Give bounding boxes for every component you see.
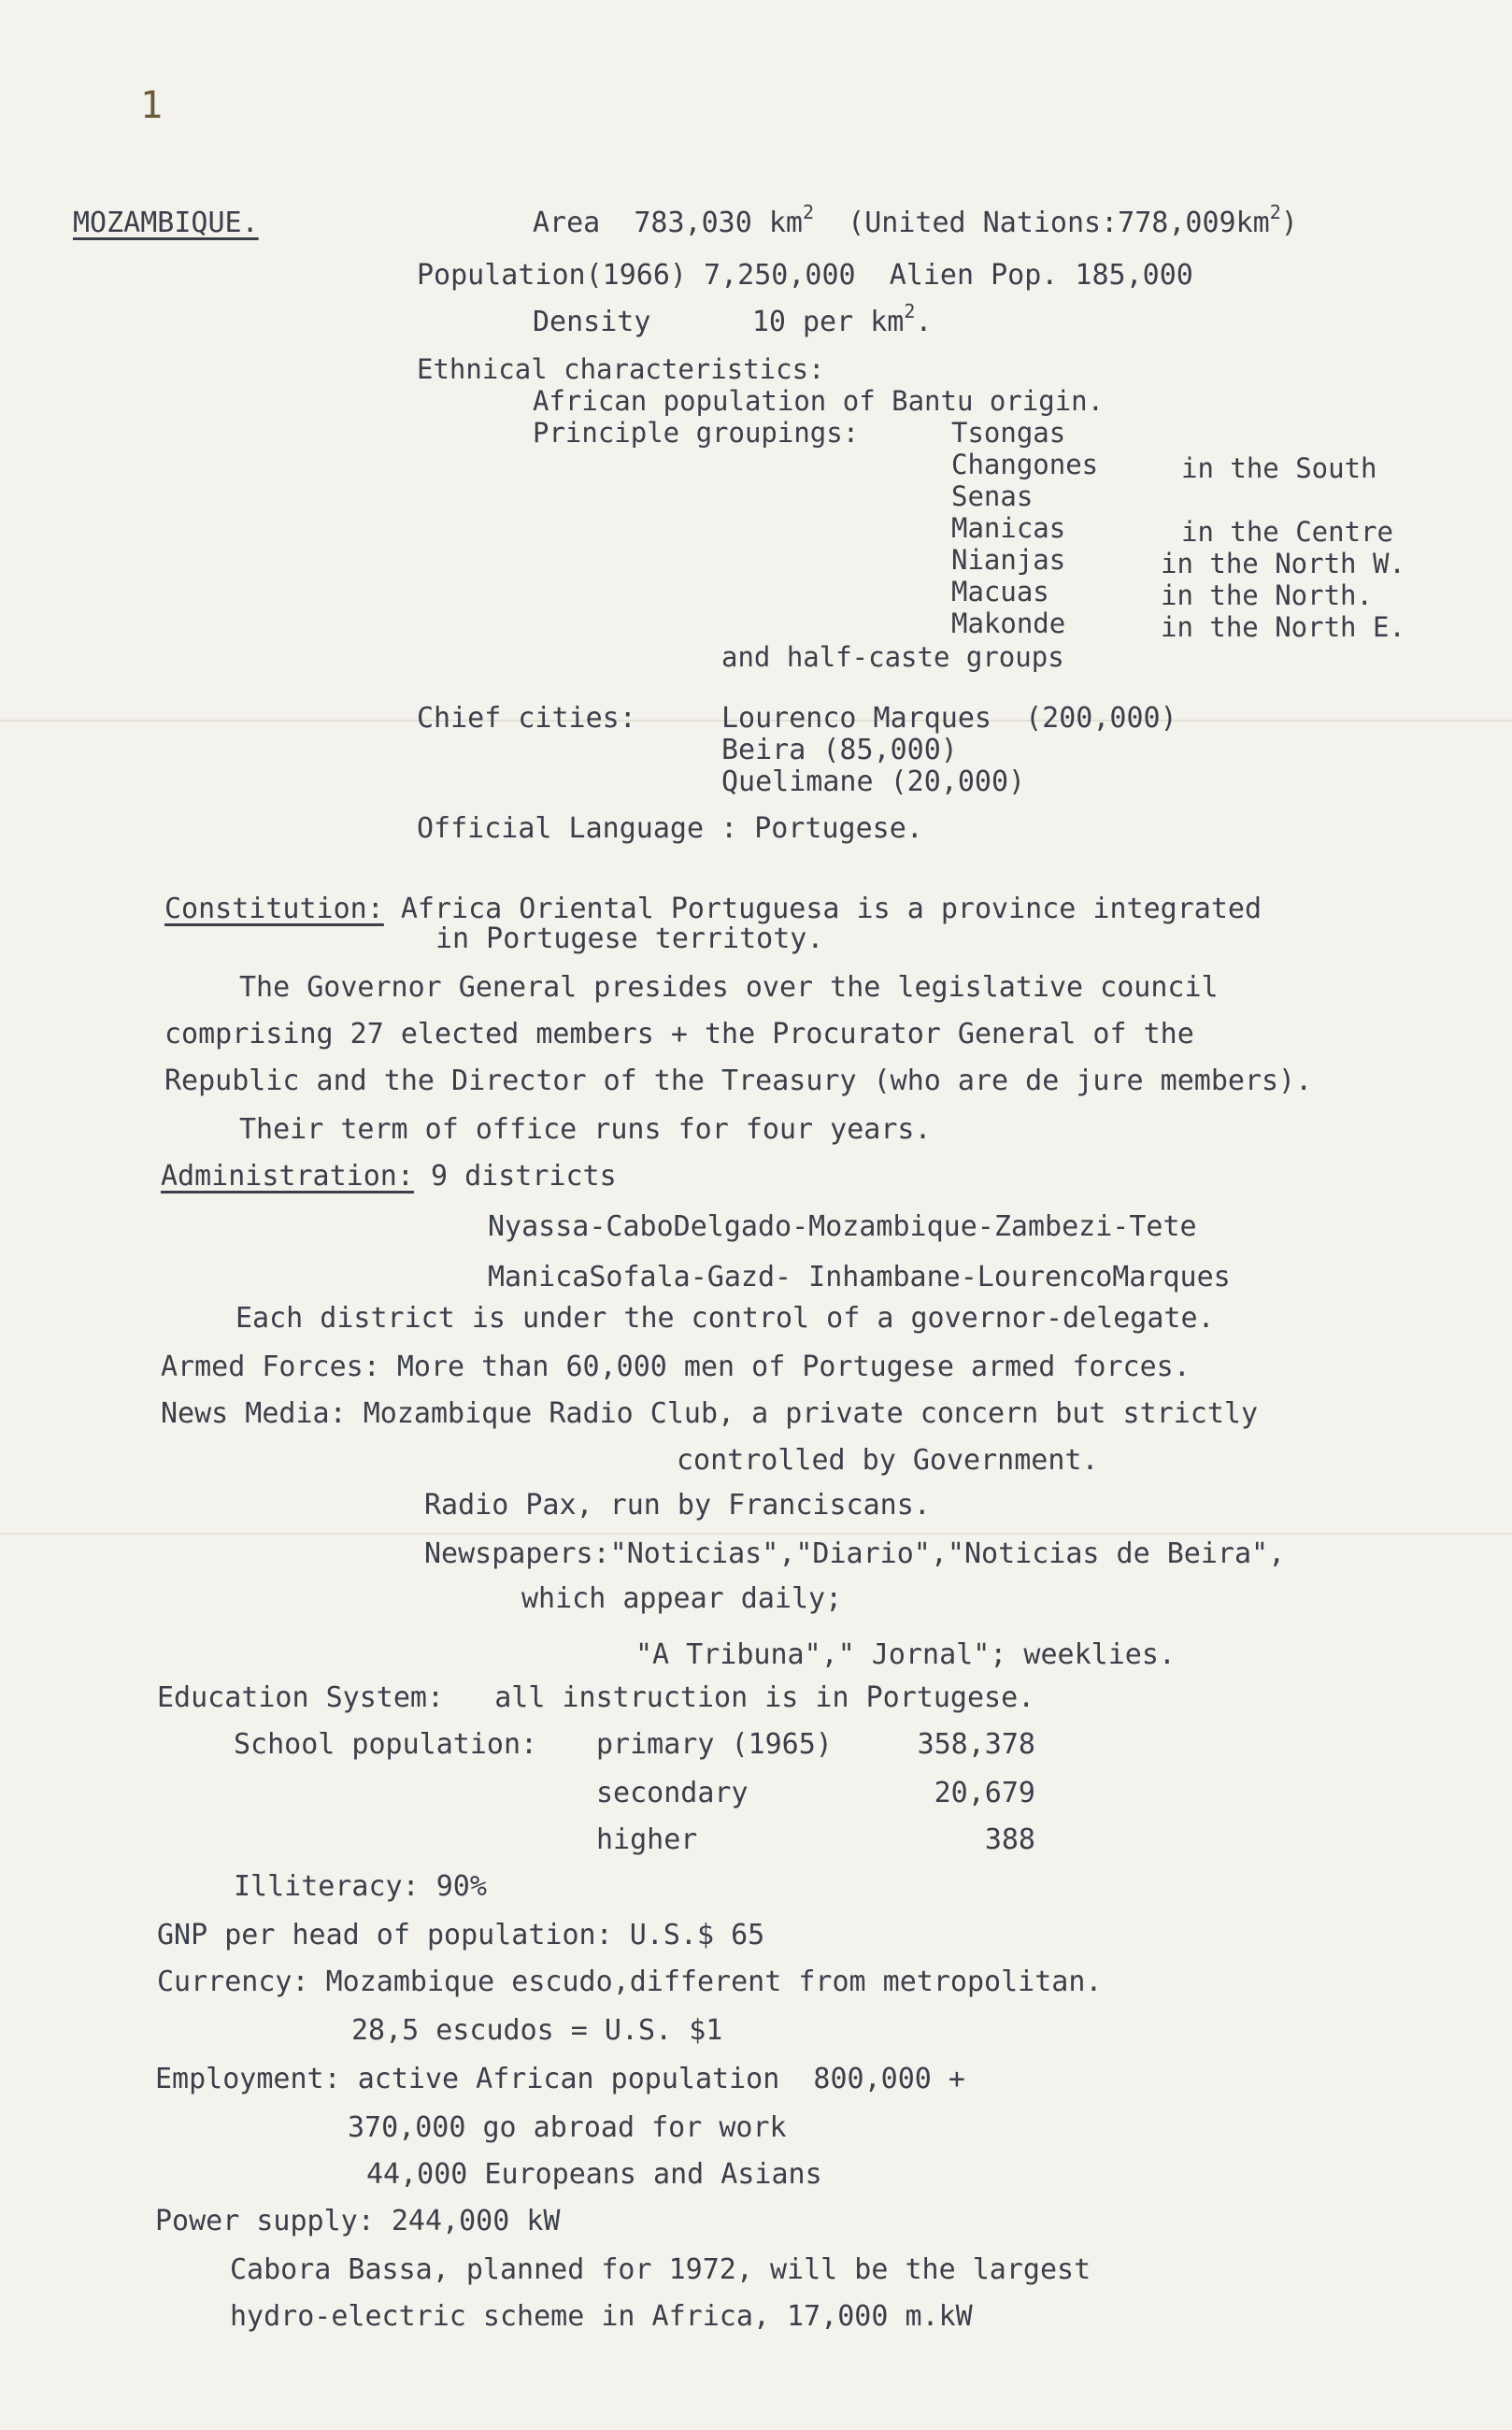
constitution-text: Africa Oriental Portuguesa is a province integrated — [383, 893, 1262, 925]
groupings-label: Principle groupings: — [533, 417, 860, 449]
group-item: Macuas — [951, 576, 1049, 608]
currency-line: Currency: Mozambique escudo,different from metropolitan. — [157, 1965, 1103, 1998]
governor-line: Republic and the Director of the Treasury (who are de jure members). — [164, 1065, 1313, 1097]
school-label: School population: — [234, 1728, 538, 1761]
group-item: Nianjas — [951, 544, 1066, 576]
group-item: Makonde — [951, 608, 1066, 639]
density-line — [533, 300, 933, 338]
density-sup: 2 — [904, 300, 916, 322]
area-value: 783,030 km — [634, 207, 803, 239]
group-item: Changones — [951, 449, 1099, 480]
constitution-line — [164, 893, 1262, 925]
area-sup: 2 — [803, 201, 815, 223]
school-value: 388 — [984, 1823, 1035, 1856]
administration-line — [161, 1161, 617, 1193]
doc-heading: MOZAMBIQUE. — [73, 207, 259, 239]
power-line3: hydro-electric scheme in Africa, 17,000 m.kW — [230, 2300, 973, 2333]
group-item: Senas — [951, 480, 1034, 512]
employment-line3: 44,000 Europeans and Asians — [366, 2158, 822, 2191]
employment-line: Employment: active African population 800,000 + — [155, 2063, 965, 2095]
administration-label: Administration: — [161, 1160, 414, 1193]
density-label: Density — [533, 306, 651, 338]
half-caste-line: and half-caste groups — [721, 641, 1064, 673]
area-label: Area — [533, 207, 601, 239]
page-mark: 1 — [140, 84, 164, 127]
school-level: primary (1965) — [596, 1728, 833, 1761]
gnp-line: GNP per head of population: U.S.$ 65 — [157, 1919, 765, 1951]
governor-line: comprising 27 elected members + the Procurator General of the — [164, 1018, 1194, 1051]
constitution-label: Constitution: — [164, 893, 384, 925]
governor-line: The Governor General presides over the legislative council — [239, 971, 1219, 1004]
armed-forces-line: Armed Forces: More than 60,000 men of Portugese armed forces. — [161, 1351, 1191, 1383]
news-media-line: News Media: Mozambique Radio Club, a private concern but strictly — [161, 1397, 1258, 1430]
ethnic-heading: Ethnical characteristics: — [417, 353, 825, 385]
power-line: Power supply: 244,000 kW — [155, 2205, 561, 2237]
area-line — [533, 201, 1298, 239]
language-line: Official Language : Portugese. — [417, 812, 923, 845]
city-item: Quelimane (20,000) — [721, 765, 1026, 798]
education-line: Education System: all instruction is in Portugese. — [157, 1681, 1035, 1714]
area-un: (United Nations:778,009km — [848, 207, 1270, 239]
school-value: 20,679 — [934, 1777, 1035, 1809]
constitution-line2: in Portugese territoty. — [435, 922, 824, 955]
area-un-sup: 2 — [1269, 201, 1281, 223]
news-media-line2: controlled by Government. — [677, 1444, 1099, 1477]
currency-rate-line: 28,5 escudos = U.S. $1 — [351, 2014, 723, 2047]
radio-pax-line: Radio Pax, run by Franciscans. — [424, 1489, 931, 1522]
cities-label: Chief cities: — [417, 702, 636, 735]
ethnic-line: African population of Bantu origin. — [533, 385, 1105, 417]
area-close: ) — [1280, 207, 1298, 239]
power-line2: Cabora Bassa, planned for 1972, will be the largest — [230, 2253, 1091, 2286]
region-label: in the North. — [1161, 579, 1373, 611]
density-value: 10 per km — [751, 306, 905, 338]
group-item: Manicas — [951, 512, 1066, 544]
districts-line: Nyassa-CaboDelgado-Mozambique-Zambezi-Tete — [488, 1210, 1197, 1243]
density-dot: . — [915, 306, 933, 338]
district-control-line: Each district is under the control of a governor-delegate. — [235, 1302, 1215, 1335]
districts-line: ManicaSofala-Gazd- Inhambane-LourencoMarques — [488, 1261, 1231, 1294]
school-value: 358,378 — [917, 1728, 1035, 1761]
region-label: in the North E. — [1161, 611, 1405, 643]
illiteracy-line: Illiteracy: 90% — [234, 1870, 487, 1903]
school-level: higher — [596, 1823, 698, 1856]
school-level: secondary — [596, 1777, 749, 1809]
weeklies-line: "A Tribuna"," Jornal"; weeklies. — [635, 1638, 1176, 1671]
group-item: Tsongas — [951, 417, 1066, 449]
newspapers-daily-line: which appear daily; — [521, 1582, 843, 1615]
region-label: in the North W. — [1161, 548, 1405, 579]
paper-fold — [0, 1533, 1512, 1535]
city-item: Beira (85,000) — [721, 734, 958, 766]
administration-value: 9 districts — [413, 1160, 617, 1193]
city-item: Lourenco Marques (200,000) — [721, 702, 1177, 735]
region-label: in the Centre — [1181, 516, 1393, 548]
employment-line2: 370,000 go abroad for work — [348, 2111, 787, 2144]
population-line: Population(1966) 7,250,000 Alien Pop. 185,000 — [417, 259, 1193, 292]
governor-line: Their term of office runs for four years. — [239, 1113, 932, 1146]
region-label: in the South — [1181, 452, 1377, 484]
newspapers-line: Newspapers:"Noticias","Diario","Noticias de Beira", — [424, 1537, 1286, 1570]
